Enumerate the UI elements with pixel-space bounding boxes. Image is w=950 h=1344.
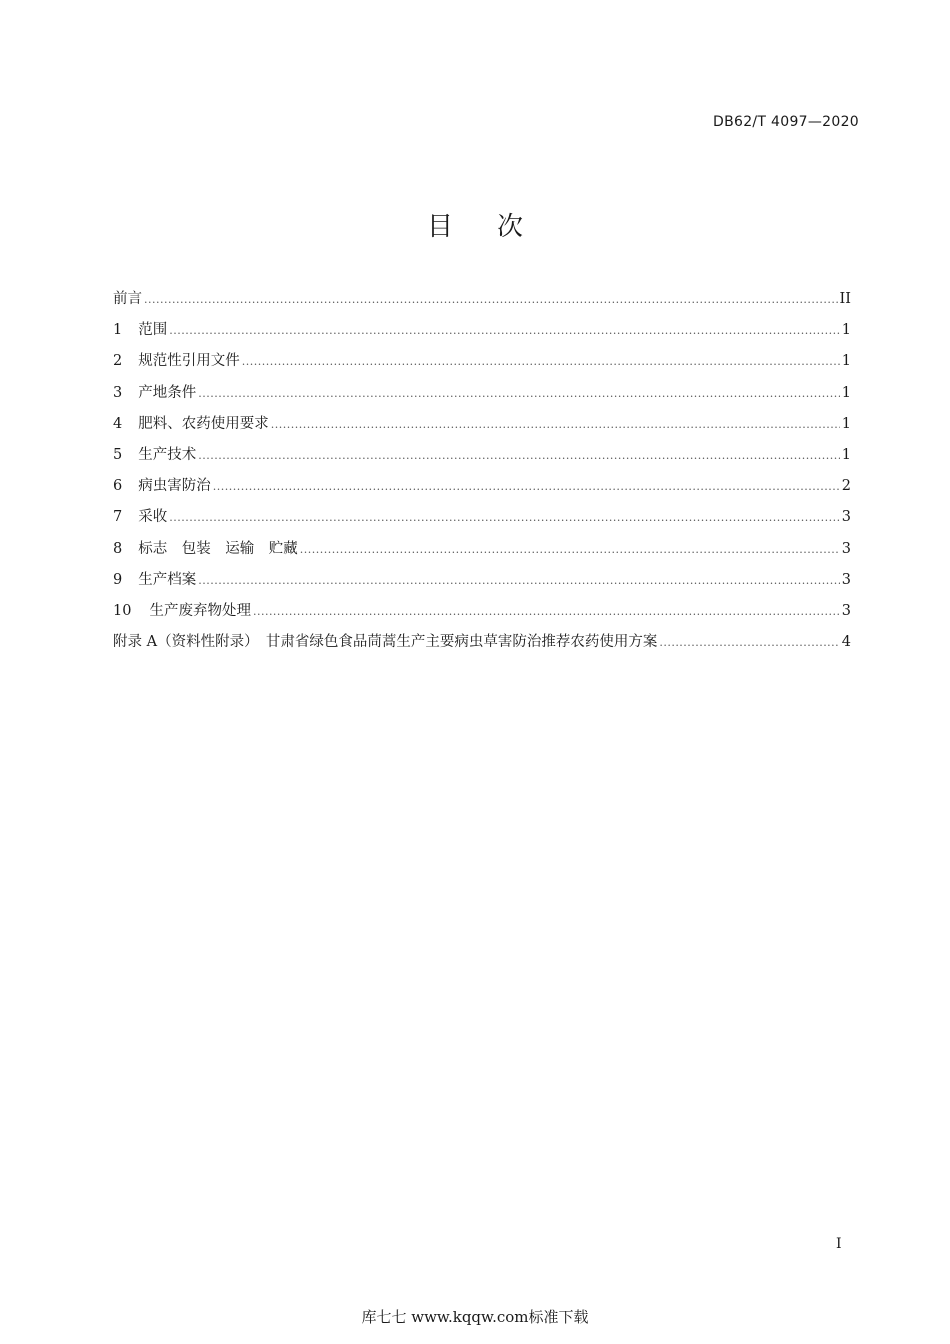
standard-code: DB62/T 4097—2020	[713, 114, 859, 130]
footer-watermark-text: 库七七 www.kqqw.com标准下载	[361, 1308, 589, 1326]
toc-entry-number: 1	[113, 322, 123, 339]
toc-entry-page: 3	[841, 571, 851, 588]
toc-entry-page: 4	[841, 634, 851, 651]
toc-leader	[169, 324, 840, 337]
toc-entry-page: 1	[841, 446, 851, 463]
table-of-contents	[113, 287, 851, 661]
toc-title: 目次	[426, 212, 567, 242]
toc-leader	[198, 387, 840, 400]
toc-leader	[144, 293, 838, 306]
toc-entry-foreword[interactable]	[113, 287, 851, 318]
toc-entry-page: II	[839, 291, 851, 307]
toc-entry-1[interactable]	[113, 318, 851, 349]
toc-entry-number: 8	[113, 540, 123, 557]
toc-entry-number: 9	[113, 571, 123, 588]
toc-entry-label: 前言	[113, 291, 142, 307]
toc-leader	[213, 480, 840, 493]
toc-leader	[169, 511, 840, 524]
toc-entry-label: 产地条件	[138, 384, 197, 401]
toc-entry-label: 采收	[138, 509, 168, 526]
toc-leader	[242, 355, 840, 368]
toc-entry-page: 3	[841, 602, 851, 619]
toc-entry-page: 1	[841, 353, 851, 370]
toc-entry-page: 3	[841, 540, 851, 557]
toc-entry-page: 2	[841, 478, 851, 495]
toc-entry-number: 3	[113, 384, 123, 401]
toc-entry-6[interactable]	[113, 474, 851, 505]
toc-entry-9[interactable]	[113, 568, 851, 599]
toc-entry-label: 生产档案	[138, 571, 197, 588]
toc-entry-7[interactable]	[113, 505, 851, 536]
toc-entry-10[interactable]	[113, 599, 851, 630]
toc-entry-label: 标志 包装 运输 贮藏	[138, 540, 298, 557]
page-number: I	[836, 1236, 842, 1252]
toc-entry-label: 范围	[138, 322, 168, 339]
toc-entry-number: 5	[113, 446, 123, 463]
toc-entry-label: 规范性引用文件	[138, 353, 240, 370]
toc-entry-number: 7	[113, 509, 123, 526]
toc-entry-8[interactable]	[113, 537, 851, 568]
toc-leader	[253, 605, 840, 618]
toc-entry-5[interactable]	[113, 443, 851, 474]
toc-entry-number: 2	[113, 353, 123, 370]
toc-leader	[300, 543, 840, 556]
toc-entry-3[interactable]	[113, 381, 851, 412]
toc-entry-label: 附录 A（资料性附录） 甘肃省绿色食品茼蒿生产主要病虫草害防治推荐农药使用方案	[113, 634, 658, 651]
toc-entry-2[interactable]	[113, 349, 851, 380]
toc-entry-page: 3	[841, 509, 851, 526]
toc-entry-label: 肥料、农药使用要求	[138, 415, 269, 432]
toc-entry-label: 生产技术	[138, 446, 197, 463]
toc-entry-label: 生产废弃物处理	[149, 602, 251, 619]
toc-entry-page: 1	[841, 415, 851, 432]
toc-entry-4[interactable]	[113, 412, 851, 443]
toc-entry-page: 1	[841, 322, 851, 339]
toc-leader	[198, 449, 840, 462]
toc-leader	[198, 574, 840, 587]
toc-entry-number: 6	[113, 478, 123, 495]
toc-leader	[271, 418, 840, 431]
toc-entry-number: 4	[113, 415, 123, 432]
toc-entry-label: 病虫害防治	[138, 478, 211, 495]
toc-entry-page: 1	[841, 384, 851, 401]
toc-leader	[659, 636, 839, 649]
toc-entry-appendix-a[interactable]	[113, 630, 851, 661]
toc-entry-number: 10	[113, 602, 132, 619]
